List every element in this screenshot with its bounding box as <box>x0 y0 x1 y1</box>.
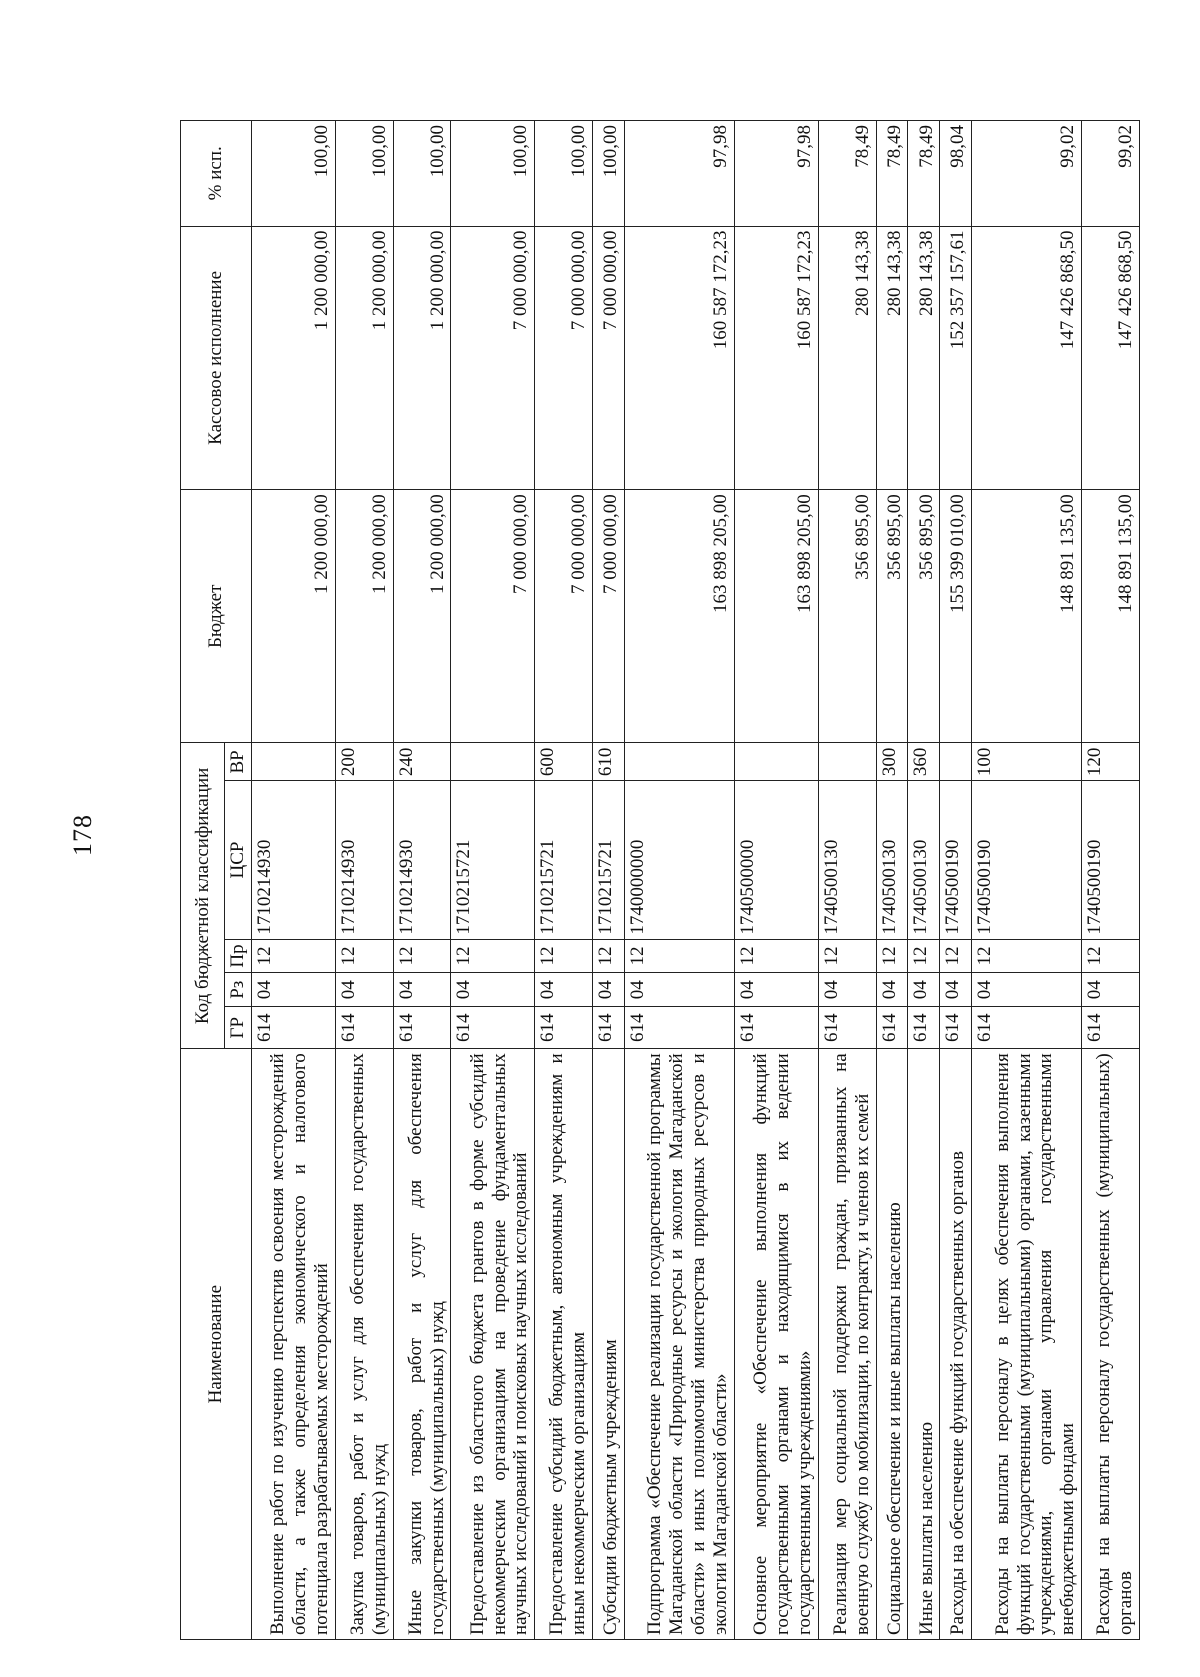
cell-gr: 614 <box>393 1007 451 1049</box>
cell-csr: 1740500190 <box>940 781 972 939</box>
header-rz: Рз <box>225 973 252 1007</box>
table-row <box>734 121 818 1640</box>
cell-vr <box>940 743 972 781</box>
cell-vr <box>451 743 535 781</box>
cell-name: Расходы на выплаты персоналу государственных (муниципальных) органов <box>1082 1049 1140 1640</box>
cell-gr: 614 <box>251 1007 335 1049</box>
cell-pct: 98,04 <box>940 121 972 227</box>
cell-pr: 12 <box>593 939 625 973</box>
cell-csr: 1710215721 <box>451 781 535 939</box>
cell-vr: 240 <box>393 743 451 781</box>
cell-gr: 614 <box>876 1007 908 1049</box>
table-row <box>908 121 940 1640</box>
cell-rz: 04 <box>1082 973 1140 1007</box>
cell-rz: 04 <box>876 973 908 1007</box>
cell-name: Закупка товаров, работ и услуг для обеспечения государственных (муниципальных) нужд <box>335 1049 393 1640</box>
cell-csr: 1740500130 <box>876 781 908 939</box>
cell-rz: 04 <box>908 973 940 1007</box>
cell-pr: 12 <box>451 939 535 973</box>
cell-budget: 356 895,00 <box>908 490 940 743</box>
header-cash: Кассовое исполнение <box>181 226 252 490</box>
cell-gr: 614 <box>625 1007 735 1049</box>
cell-gr: 614 <box>940 1007 972 1049</box>
cell-vr: 600 <box>535 743 593 781</box>
table-row <box>940 121 972 1640</box>
cell-rz: 04 <box>451 973 535 1007</box>
cell-cash: 7 000 000,00 <box>535 226 593 490</box>
table-row <box>393 121 451 1640</box>
cell-rz: 04 <box>393 973 451 1007</box>
cell-vr: 300 <box>876 743 908 781</box>
cell-name: Расходы на обеспечение функций государственных органов <box>940 1049 972 1640</box>
header-budget: Бюджет <box>181 490 252 743</box>
cell-pct: 78,49 <box>908 121 940 227</box>
cell-pr: 12 <box>535 939 593 973</box>
cell-pct: 100,00 <box>393 121 451 227</box>
cell-pr: 12 <box>908 939 940 973</box>
cell-pr: 12 <box>940 939 972 973</box>
cell-vr: 200 <box>335 743 393 781</box>
cell-pct: 100,00 <box>593 121 625 227</box>
cell-rz: 04 <box>734 973 818 1007</box>
cell-rz: 04 <box>818 973 876 1007</box>
cell-cash: 152 357 157,61 <box>940 226 972 490</box>
header-gr: ГР <box>225 1007 252 1049</box>
table-row <box>251 121 335 1640</box>
cell-name: Выполнение работ по изучению перспектив освоения месторождений области, а также определения экономического и налогового потенциала разрабатываемых месторождений <box>251 1049 335 1640</box>
cell-rz: 04 <box>251 973 335 1007</box>
cell-cash: 1 200 000,00 <box>251 226 335 490</box>
cell-budget: 1 200 000,00 <box>393 490 451 743</box>
cell-csr: 1710214930 <box>251 781 335 939</box>
cell-pct: 97,98 <box>734 121 818 227</box>
cell-cash: 160 587 172,23 <box>734 226 818 490</box>
table-row <box>972 121 1082 1640</box>
cell-name: Расходы на выплаты персоналу в целях обеспечения выполнения функций государственными (муниципальными) органами, казенными учреждениями, органами управления государственными внебюджетными фондами <box>972 1049 1082 1640</box>
cell-vr: 360 <box>908 743 940 781</box>
cell-cash: 147 426 868,50 <box>1082 226 1140 490</box>
header-csr: ЦСР <box>225 781 252 939</box>
cell-pr: 12 <box>818 939 876 973</box>
cell-pct: 99,02 <box>972 121 1082 227</box>
cell-budget: 356 895,00 <box>818 490 876 743</box>
cell-csr: 1740000000 <box>625 781 735 939</box>
cell-vr: 610 <box>593 743 625 781</box>
cell-pct: 97,98 <box>625 121 735 227</box>
cell-csr: 1710215721 <box>535 781 593 939</box>
cell-pr: 12 <box>393 939 451 973</box>
cell-pct: 99,02 <box>1082 121 1140 227</box>
budget-table <box>180 120 1140 1640</box>
cell-pct: 100,00 <box>251 121 335 227</box>
cell-csr: 1740500190 <box>972 781 1082 939</box>
header-pr: Пр <box>225 939 252 973</box>
cell-csr: 1710214930 <box>393 781 451 939</box>
cell-name: Иные закупки товаров, работ и услуг для обеспечения государственных (муниципальных) нужд <box>393 1049 451 1640</box>
table-row <box>625 121 735 1640</box>
cell-budget: 356 895,00 <box>876 490 908 743</box>
cell-pr: 12 <box>625 939 735 973</box>
cell-rz: 04 <box>593 973 625 1007</box>
table-row <box>1082 121 1140 1640</box>
cell-cash: 280 143,38 <box>908 226 940 490</box>
cell-budget: 148 891 135,00 <box>972 490 1082 743</box>
table-row <box>535 121 593 1640</box>
table-body <box>251 121 1139 1640</box>
cell-gr: 614 <box>1082 1007 1140 1049</box>
cell-gr: 614 <box>451 1007 535 1049</box>
cell-pct: 100,00 <box>335 121 393 227</box>
cell-pr: 12 <box>251 939 335 973</box>
table-row <box>593 121 625 1640</box>
table-header <box>181 121 252 1640</box>
cell-pr: 12 <box>876 939 908 973</box>
cell-name: Предоставление субсидий бюджетным, автономным учреждениям и иным некоммерческим организациям <box>535 1049 593 1640</box>
cell-rz: 04 <box>940 973 972 1007</box>
cell-csr: 1740500190 <box>1082 781 1140 939</box>
cell-gr: 614 <box>593 1007 625 1049</box>
cell-name: Субсидии бюджетным учреждениям <box>593 1049 625 1640</box>
cell-vr <box>625 743 735 781</box>
cell-cash: 280 143,38 <box>876 226 908 490</box>
cell-rz: 04 <box>535 973 593 1007</box>
cell-gr: 614 <box>535 1007 593 1049</box>
cell-csr: 1740500130 <box>908 781 940 939</box>
cell-rz: 04 <box>335 973 393 1007</box>
cell-pr: 12 <box>734 939 818 973</box>
cell-rz: 04 <box>625 973 735 1007</box>
cell-gr: 614 <box>908 1007 940 1049</box>
cell-csr: 1740500130 <box>818 781 876 939</box>
header-vr: ВР <box>225 743 252 781</box>
cell-vr: 120 <box>1082 743 1140 781</box>
header-name: Наименование <box>181 1049 252 1640</box>
cell-gr: 614 <box>734 1007 818 1049</box>
cell-name: Реализация мер социальной поддержки граждан, призванных на военную службу по мобилизации, по контракту, и членов их семей <box>818 1049 876 1640</box>
table-row <box>335 121 393 1640</box>
cell-csr: 1740500000 <box>734 781 818 939</box>
cell-rz: 04 <box>972 973 1082 1007</box>
cell-pct: 78,49 <box>876 121 908 227</box>
cell-vr <box>818 743 876 781</box>
table-row <box>451 121 535 1640</box>
table-row <box>818 121 876 1640</box>
cell-name: Подпрограмма «Обеспечение реализации государственной программы Магаданской области «Природные ресурсы и экология Магаданской области» и иных полномочий министерства природных ресурсов и экологии Магаданской области» <box>625 1049 735 1640</box>
cell-csr: 1710215721 <box>593 781 625 939</box>
table-row <box>876 121 908 1640</box>
cell-pr: 12 <box>335 939 393 973</box>
cell-cash: 147 426 868,50 <box>972 226 1082 490</box>
cell-csr: 1710214930 <box>335 781 393 939</box>
header-pct: % исп. <box>181 121 252 227</box>
cell-cash: 160 587 172,23 <box>625 226 735 490</box>
cell-budget: 7 000 000,00 <box>535 490 593 743</box>
cell-gr: 614 <box>335 1007 393 1049</box>
cell-budget: 163 898 205,00 <box>625 490 735 743</box>
page-number: 178 <box>68 814 97 856</box>
cell-pct: 78,49 <box>818 121 876 227</box>
cell-gr: 614 <box>818 1007 876 1049</box>
table-container <box>180 120 1140 1640</box>
cell-cash: 1 200 000,00 <box>335 226 393 490</box>
cell-vr <box>734 743 818 781</box>
cell-budget: 7 000 000,00 <box>451 490 535 743</box>
cell-budget: 155 399 010,00 <box>940 490 972 743</box>
cell-pct: 100,00 <box>451 121 535 227</box>
cell-pct: 100,00 <box>535 121 593 227</box>
cell-vr <box>251 743 335 781</box>
cell-budget: 148 891 135,00 <box>1082 490 1140 743</box>
cell-pr: 12 <box>1082 939 1140 973</box>
cell-budget: 1 200 000,00 <box>251 490 335 743</box>
cell-pr: 12 <box>972 939 1082 973</box>
cell-vr: 100 <box>972 743 1082 781</box>
cell-budget: 1 200 000,00 <box>335 490 393 743</box>
cell-name: Социальное обеспечение и иные выплаты населению <box>876 1049 908 1640</box>
cell-gr: 614 <box>972 1007 1082 1049</box>
cell-budget: 163 898 205,00 <box>734 490 818 743</box>
header-code-group: Код бюджетной классификации <box>181 743 225 1049</box>
cell-budget: 7 000 000,00 <box>593 490 625 743</box>
cell-cash: 280 143,38 <box>818 226 876 490</box>
cell-name: Предоставление из областного бюджета грантов в форме субсидий некоммерческим организациям на проведение фундаментальных научных исследований и поисковых научных исследований <box>451 1049 535 1640</box>
cell-name: Иные выплаты населению <box>908 1049 940 1640</box>
cell-name: Основное мероприятие «Обеспечение выполнения функций государственными органами и находящимися в их ведении государственными учреждениями» <box>734 1049 818 1640</box>
cell-cash: 7 000 000,00 <box>451 226 535 490</box>
cell-cash: 7 000 000,00 <box>593 226 625 490</box>
cell-cash: 1 200 000,00 <box>393 226 451 490</box>
